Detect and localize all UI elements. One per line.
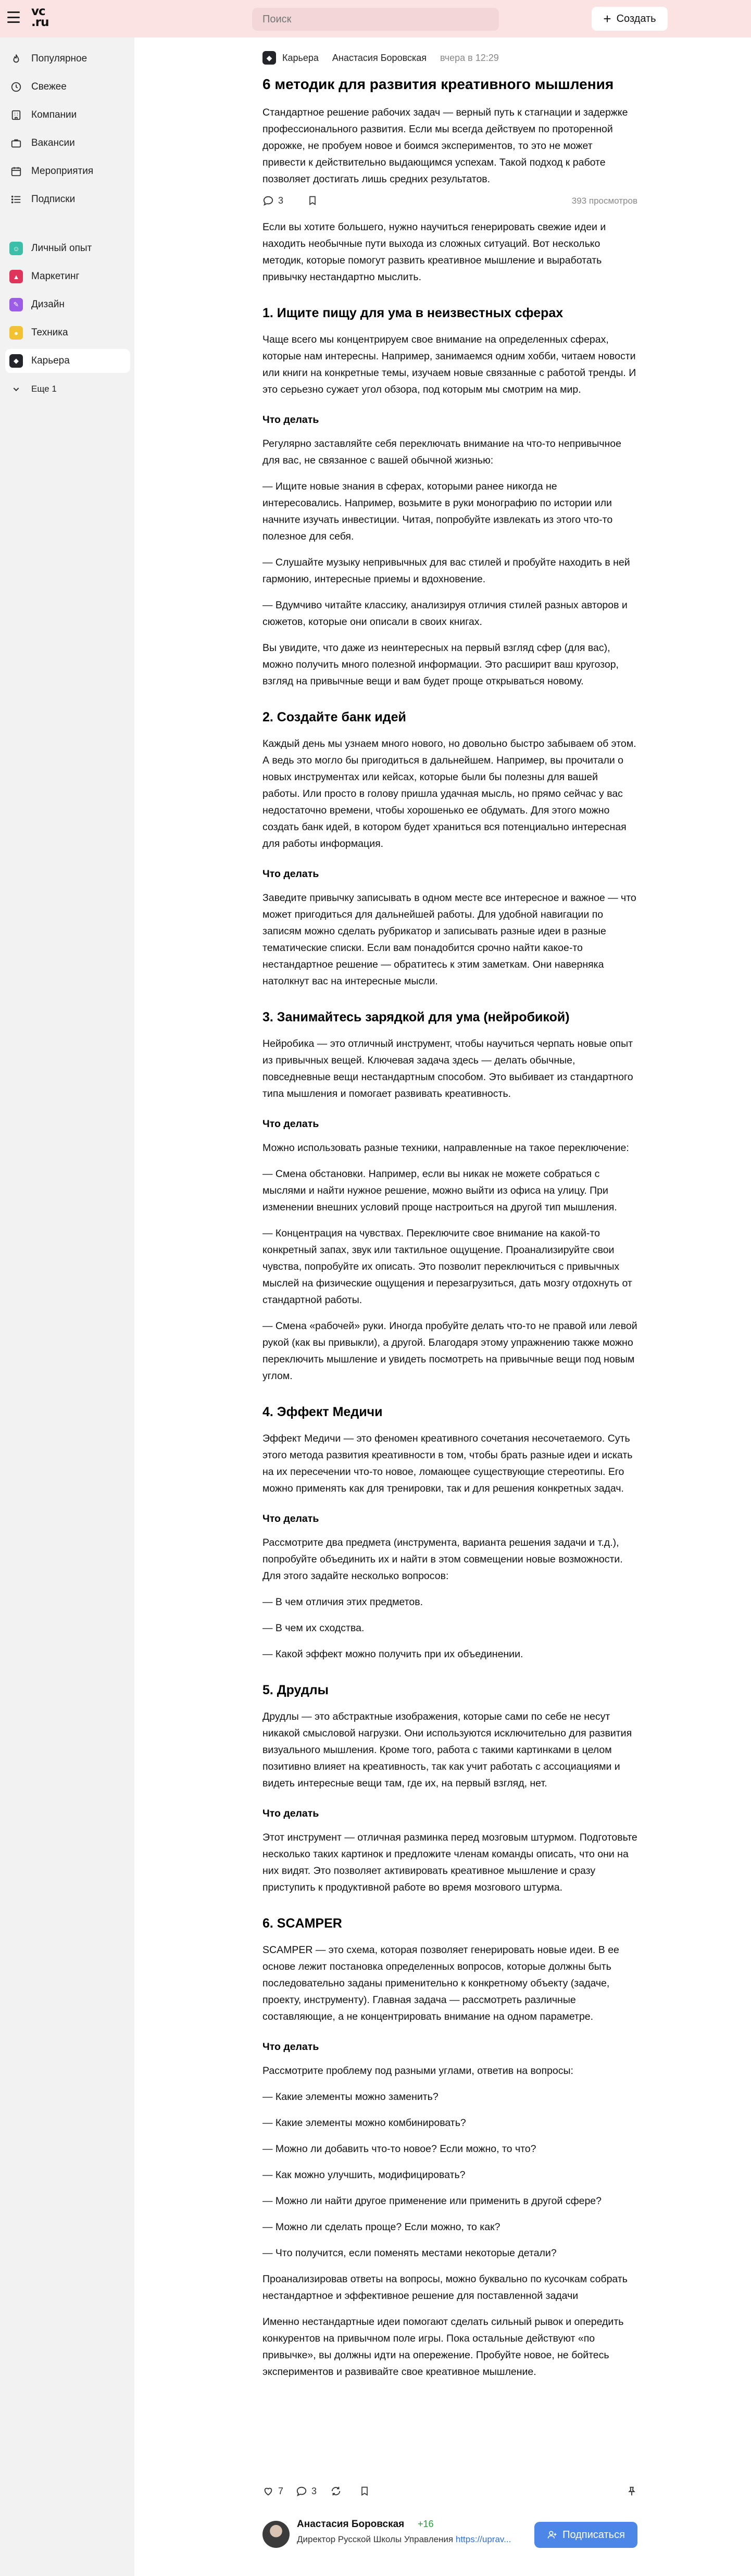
sidebar [0,37,134,2576]
sidebar-item-label: Дизайн [31,299,65,310]
subsite-avatar-icon: ● [9,326,23,340]
paragraph: Эффект Медичи — это феномен креативного сочетания несочетаемого. Суть этого метода развития креативности в том, чтобы брать разные идеи и искать на их пересечении что-то новое, ломающее существующие стереотипы. Его можно применять как для тренировки, так и для решения конкретных задач. [262,1433,633,1494]
paragraph: — Что получится, если поменять местами некоторые детали? [262,2247,557,2259]
paragraph: Друдлы — это абстрактные изображения, которые сами по себе не несут никакой смысловой нагрузки. Они используются исключительно для развития визуального мышления. Кроме того, работа с такими картинками в целом позитивно влияет на креативность, так как учит работать с ассоциациями и видеть интересные вещи там, где их, на первый взгляд, нет. [262,1711,632,1789]
comments-button[interactable] [262,195,283,206]
sidebar-subsite-personal[interactable] [5,236,130,260]
post-actions [262,2485,637,2502]
chevron-down-icon [9,382,23,396]
subsite-avatar-icon: ☺ [9,242,23,255]
paragraph: Чаще всего мы концентрируем свое внимание на определенных сферах, которые нам интересны. Например, занимаемся одним хобби, читаем новости или книги на конкретные темы, изучаем новые связанные с работой тренды. И это серьезно сужает угол обзора, под которым мы смотрим на мир. [262,334,636,395]
paragraph: Рассмотрите два предмета (инструмента, варианта решения задачи и т.д.), попробуйте объединить их и найти в этом совмещении новые возможности. Для этого задайте несколько вопросов: [262,1537,623,1582]
add-user-icon [547,2530,557,2540]
calendar-icon [9,165,23,178]
sidebar-item-label: Маркетинг [31,271,80,282]
likes-count: 7 [278,2485,284,2496]
subheading: Что делать [262,414,319,426]
subsite-avatar-icon: ◆ [9,354,23,368]
sidebar-item-popular[interactable] [5,47,130,71]
author-card [262,2517,637,2558]
create-button[interactable] [592,7,668,31]
subscribe-button[interactable] [534,2522,637,2548]
paragraph: — Как можно улучшить, модифицировать? [262,2169,466,2181]
paragraph: — Вдумчиво читайте классику, анализируя отличия стилей разных авторов и сюжетов, которые они описали в своих книгах. [262,599,628,628]
sidebar-item-label: Техника [31,327,68,338]
section-heading: 1. Ищите пищу для ума в неизвестных сферах [262,306,564,320]
author-karma: +16 [418,2519,434,2529]
subscribe-label: Подписаться [562,2529,625,2541]
paragraph: — В чем их сходства. [262,1622,365,1634]
sidebar-subsite-design[interactable] [5,293,130,317]
sidebar-item-events[interactable] [5,159,130,183]
main-feed [134,37,751,2576]
subsite-avatar-icon: ✎ [9,298,23,311]
paragraph: — Какой эффект можно получить при их объединении. [262,1648,523,1660]
repost-icon[interactable] [330,2485,342,2497]
paragraph: Проанализировав ответы на вопросы, можно буквально по кусочкам собрать нестандартное и эффективное решение для поставленной задачи [262,2273,628,2302]
author-name[interactable]: Анастасия Боровская [297,2519,405,2530]
sidebar-item-label: Компании [31,109,77,120]
post-lead: Стандартное решение рабочих задач — верный путь к стагнации и задержке профессионального развития. Если мы всегда действуем по проторенной дорожке, не пробуем новое и боимся экспериментов, то это не может привести к действительно выдающимся успехам. Такой подход к работе позволяет достигать лишь средних результатов. [262,107,628,185]
section-heading: 4. Эффект Медичи [262,1405,383,1419]
sidebar-item-label: Вакансии [31,137,75,148]
list-icon [9,193,23,206]
clock-icon [9,80,23,94]
bookmark-icon[interactable] [359,2485,370,2497]
sidebar-item-fresh[interactable] [5,75,130,99]
post-category[interactable]: Карьера [282,52,319,63]
post-meta [262,51,499,65]
article-body [262,219,637,2390]
sidebar-more-label: Еще 1 [31,384,57,394]
author-description [297,2534,511,2545]
sidebar-item-companies[interactable] [5,103,130,127]
plus-icon: + [603,11,611,27]
sidebar-item-label: Личный опыт [31,243,92,254]
paragraph: Именно нестандартные идеи помогают сделать сильный рывок и опередить конкурентов на привычном поле игры. Пока остальные действуют «по привычке», вы должны идти на опережение. Пробуйте новое, не бойтесь экспериментов и развивайте свое креативное мышление. [262,2316,624,2378]
paragraph: Каждый день мы узнаем много нового, но довольно быстро забываем об этом. А ведь это могло бы пригодиться в дальнейшем. Например, вы прочитали о новых инструментах или кейсах, которые были бы полезны для вашей работы. Или просто в голову пришла удачная мысль, но прямо сейчас у вас недостаточно времени, чтобы хорошенько ее обдумать. Для этого можно создать банк идей, в котором будет храниться вся потенциально интересная для работы информация. [262,738,636,849]
category-icon: ◆ [262,51,276,65]
bookmark-icon[interactable] [307,195,318,209]
subheading: Что делать [262,1513,319,1524]
flame-icon [9,52,23,66]
post-time[interactable]: вчера в 12:29 [440,52,499,63]
section-heading: 5. Друдлы [262,1683,329,1697]
comment-icon [262,195,274,206]
paragraph: — Можно ли добавить что-то новое? Если можно, то что? [262,2143,536,2155]
post-author[interactable]: Анастасия Боровская [332,52,427,63]
comments-count: 3 [278,195,284,206]
comments-count: 3 [311,2485,317,2496]
sidebar-item-label: Подписки [31,194,76,205]
sidebar-item-label: Карьера [31,355,70,366]
subheading: Что делать [262,868,319,880]
top-bar [0,0,751,37]
logo-line1: vc [31,5,45,18]
section-heading: 6. SCAMPER [262,1916,342,1931]
section-heading: 2. Создайте банк идей [262,710,406,724]
like-button[interactable] [262,2485,283,2497]
paragraph: — Можно ли сделать проще? Если можно, то как? [262,2221,500,2233]
sidebar-subsite-tech[interactable] [5,321,130,345]
paragraph: — Смена обстановки. Например, если вы никак не можете собраться с мыслями и найти нужное решение, можно выйти из офиса на улицу. При изменении внешних условий проще настроиться на другой тип мышления. [262,1168,617,1213]
section-heading: 3. Занимайтесь зарядкой для ума (нейробикой) [262,1010,570,1024]
search-input[interactable] [262,14,499,26]
sidebar-item-label: Мероприятия [31,166,94,177]
paragraph: — Какие элементы можно заменить? [262,2091,439,2103]
paragraph: — Какие элементы можно комбинировать? [262,2117,466,2129]
building-icon [9,108,23,122]
post-stats [262,195,637,210]
paragraph: Вы увидите, что даже из неинтересных на первый взгляд сфер (для вас), можно получить много полезной информации. Это расширит ваш кругозор, взгляд на привычные вещи и вам будет проще открываться новому. [262,642,619,687]
paragraph: Если вы хотите большего, нужно научиться генерировать свежие идеи и находить необычные пути выхода из сложных ситуаций. Вот несколько методик, которые помогут развить креативное мышление и выработать привычку нестандартно мыслить. [262,221,606,283]
paragraph: Заведите привычку записывать в одном месте все интересное и важное — что может пригодиться для дальнейшей работы. Для удобной навигации по записям можно сделать рубрикатор и записывать разные идеи в разные тематические списки. Если вам понадобится срочно найти какое-то нестандартное решение — обратитесь к этим заметкам. Они наверняка натолкнут вас на интересные мысли. [262,892,636,987]
paragraph: — Ищите новые знания в сферах, которыми ранее никогда не интересовались. Например, возьмите в руки монографию по истории или начните изучать инвестиции. Читая, попробуйте извлекать из этого что-то полезное для себя. [262,481,613,542]
subheading: Что делать [262,1118,319,1130]
sidebar-item-subscriptions[interactable] [5,187,130,211]
paragraph: — Слушайте музыку непривычных для вас стилей и пробуйте находить в ней гармонию, интересные приемы и вдохновение. [262,557,630,585]
sidebar-item-label: Свежее [31,81,67,92]
logo[interactable] [31,6,48,28]
paragraph: — Смена «рабочей» руки. Иногда пробуйте делать что-то не правой или левой рукой (как вы привыкли), а другой. Благодаря этому упражнению также можно переключить мышление и увидеть посмотреть на привычные вещи под новым углом. [262,1320,637,1382]
post-title[interactable]: 6 методик для развития креативного мышления [262,76,614,92]
paragraph: — В чем отличия этих предметов. [262,1596,423,1608]
paragraph: Рассмотрите проблему под разными углами, ответив на вопросы: [262,2065,573,2077]
paragraph: Регулярно заставляйте себя переключать внимание на что-то непривычное для вас, не связанное с вашей обычной жизнью: [262,438,621,466]
comments-footer-button[interactable] [296,2485,317,2497]
paragraph: Нейробика — это отличный инструмент, чтобы научиться черпать новые опыт из привычных вещей. Ключевая задача здесь — делать обычные, повседневные вещи нестандартным способом. Это выбивает из стандартного типа мышления и помогает развивать креативность. [262,1038,633,1099]
sidebar-subsite-marketing[interactable] [5,265,130,289]
create-label: Создать [616,12,656,24]
heart-icon [262,2485,274,2497]
author-link[interactable]: https://uprav... [455,2534,511,2544]
views-count: 393 просмотров [571,196,637,206]
subsite-avatar-icon: ▲ [9,270,23,283]
paragraph: Можно использовать разные техники, направленные на такое переключение: [262,1142,629,1154]
briefcase-icon [9,136,23,150]
sidebar-item-label: Популярное [31,53,87,64]
sidebar-item-vacancies[interactable] [5,131,130,155]
avatar[interactable] [262,2521,290,2548]
sidebar-more[interactable] [5,377,130,401]
author-desc-text: Директор Русской Школы Управления [297,2534,454,2544]
search-box[interactable] [252,8,499,31]
subheading: Что делать [262,2041,319,2053]
paragraph: — Можно ли найти другое применение или применить в другой сфере? [262,2195,602,2207]
logo-line2: .ru [31,16,49,29]
paragraph: — Концентрация на чувствах. Переключите свое внимание на какой-то конкретный запах, звук или тактильное ощущение. Проанализируйте свои чувства, попробуйте их описать. Это позволит переключиться с привычных мыслей на физические ощущения и перезагрузиться, дать мозгу отдохнуть от стандартной работы. [262,1228,632,1306]
pin-icon[interactable] [626,2485,637,2497]
subheading: Что делать [262,1808,319,1819]
paragraph: Этот инструмент — отличная разминка перед мозговым штурмом. Подготовьте несколько таких картинок и предложите членам команды описать, что они на них видят. Это позволяет активировать креативное мышление и сразу приступить к продуктивной работе во время мозгового штурма. [262,1832,637,1893]
comment-icon [296,2485,307,2497]
sidebar-subsite-career[interactable] [5,349,130,373]
menu-icon[interactable] [7,11,20,23]
paragraph: SCAMPER — это схема, которая позволяет генерировать новые идеи. В ее основе лежит постановка определенных вопросов, которые должны быть последовательно заданы применительно к конкретному объекту (задаче, проекту, инструменту). Главная задача — рассмотреть различные составляющие, а не концентрировать внимание на одном параметре. [262,1944,619,2022]
